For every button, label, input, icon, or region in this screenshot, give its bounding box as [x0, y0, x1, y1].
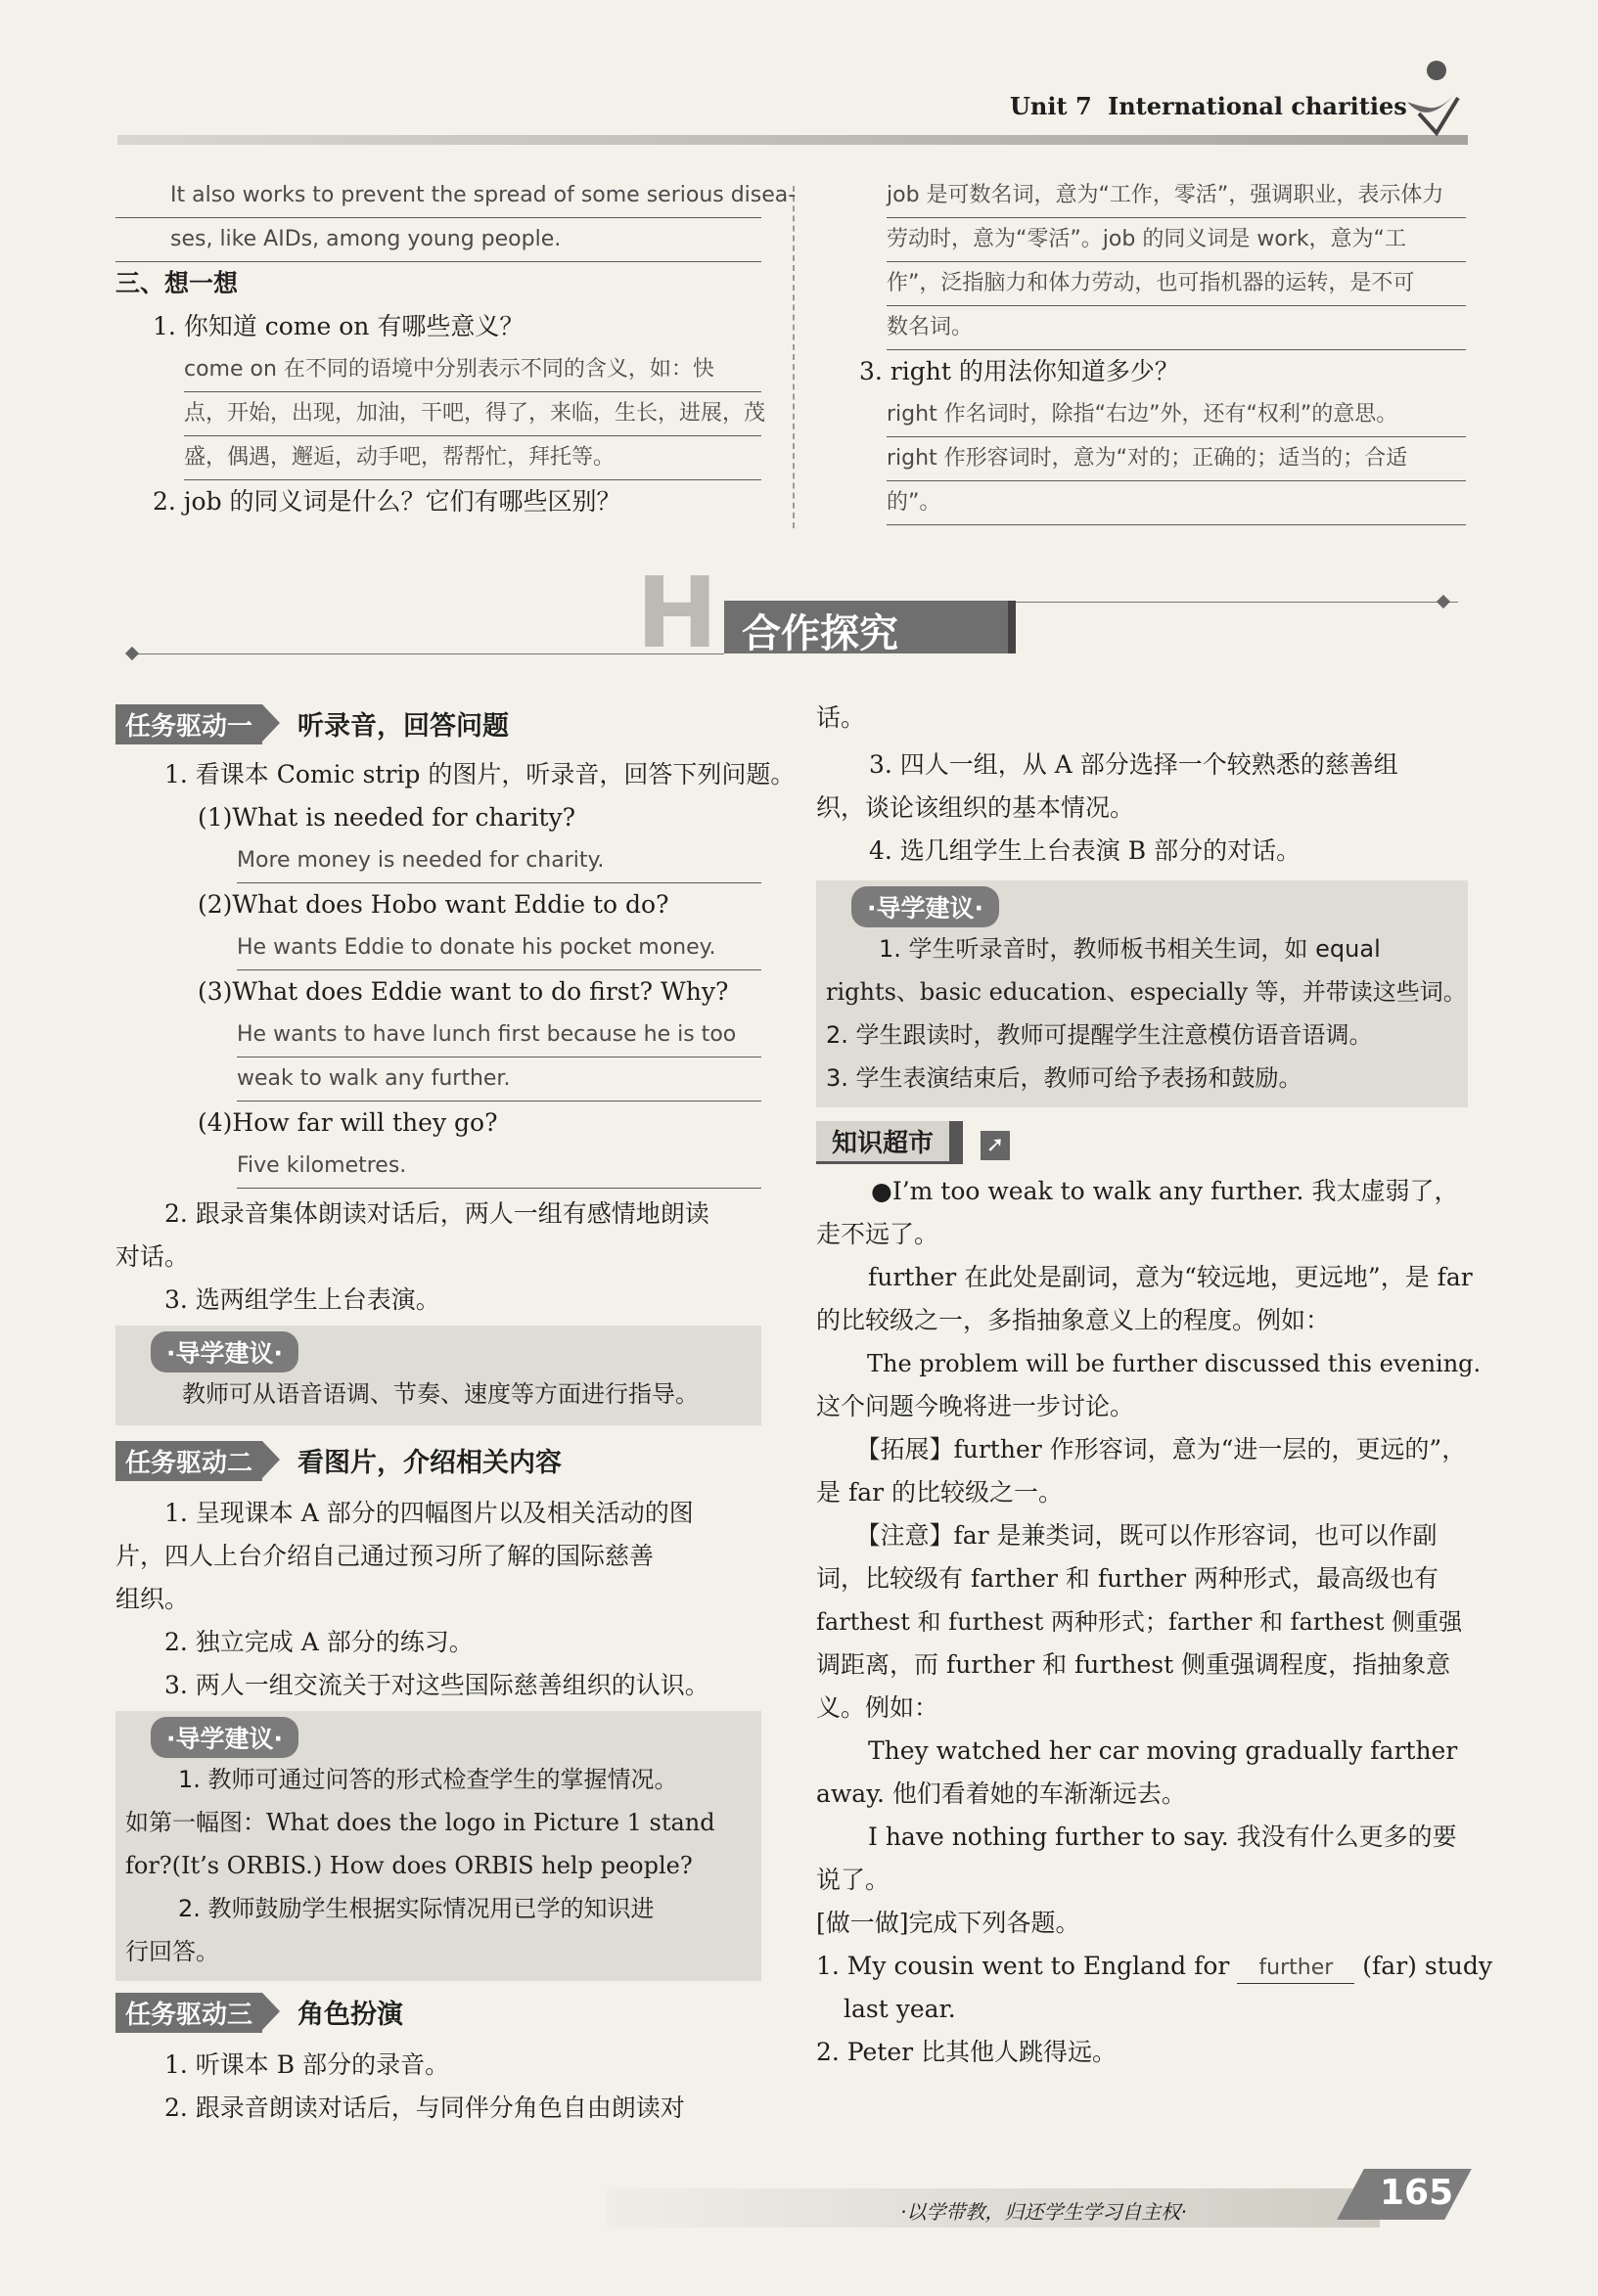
answer-1-line-1: come on 在不同的语境中分别表示不同的含义，如：快 [184, 348, 761, 392]
header-unit: Unit 7 [1010, 92, 1092, 120]
exercise-1-suffix: (far) study [1362, 1952, 1492, 1980]
knowledge-line-7: 【拓展】further 作形容词，意为“进一层的，更远的”， [844, 1435, 1467, 1463]
knowledge-line-17: 说了。 [816, 1866, 890, 1894]
carryover-line-2: ses, like AIDs, among young people. [115, 218, 761, 262]
knowledge-title: 知识超市 [816, 1121, 963, 1164]
knowledge-line-12: 调距离，而 further 和 furthest 侧重强调程度，指抽象意 [816, 1650, 1451, 1679]
task3-advice-box [816, 880, 1468, 1107]
task2-advice-line-2: 如第一幅图：What does the logo in Picture 1 stand [125, 1809, 715, 1836]
task2-step1-line-3: 组织。 [115, 1585, 190, 1613]
exercise-1-cont: last year. [844, 1995, 956, 2023]
logo-reader-icon [1399, 59, 1468, 137]
task3-step2-cont: 话。 [816, 703, 866, 732]
knowledge-line-11: farthest 和 furthest 两种形式；farther 和 farthest 侧重强 [816, 1608, 1463, 1636]
section-banner [127, 556, 1468, 670]
section-title-think: 三、想一想 [115, 269, 239, 297]
task3-step1: 1. 听课本 B 部分的录音。 [164, 2050, 450, 2079]
task1-a3-line-2: weak to walk any further. [237, 1058, 761, 1102]
arrow-icon: ➚ [981, 1131, 1010, 1160]
task2-step1-line-2: 片，四人上台介绍自己通过预习所了解的国际慈善 [115, 1542, 655, 1570]
task2-advice-line-4: 2. 教师鼓励学生根据实际情况用已学的知识进 [178, 1895, 655, 1922]
task2-advice-box [115, 1711, 761, 1981]
page-number: 165 [1380, 2173, 1454, 2213]
knowledge-line-5: The problem will be further discussed this evening. [844, 1350, 1482, 1377]
answer-2-line-1: job 是可数名词，意为“工作，零活”，强调职业，表示体力 [887, 174, 1466, 218]
answer-2-line-4: 数名词。 [887, 306, 1466, 350]
task2-advice-line-3: for?(It’s ORBIS.) How does ORBIS help people? [125, 1852, 693, 1879]
task2-tag: 任务驱动二 [115, 1441, 262, 1481]
task3-advice-line-4: 3. 学生表演结束后，教师可给予表扬和鼓励。 [826, 1064, 1302, 1092]
banner-dot-right-icon [1437, 595, 1450, 608]
column-divider-top [793, 186, 795, 528]
task1-advice-text: 教师可从语音语调、节奏、速度等方面进行指导。 [182, 1380, 699, 1408]
knowledge-line-8: 是 far 的比较级之一。 [816, 1478, 1064, 1507]
task3-step2: 2. 跟录音朗读对话后，与同伴分角色自由朗读对 [164, 2093, 685, 2122]
answer-3-line-2: right 作形容词时，意为“对的；正确的；适当的；合适 [887, 437, 1466, 481]
knowledge-line-1: ●I’m too weak to walk any further. 我太虚弱了， [871, 1177, 1459, 1205]
think-left [115, 174, 797, 523]
right-column [816, 697, 1492, 2074]
task1-step2-line-1: 2. 跟录音集体朗读对话后，两人一组有感情地朗读 [164, 1199, 709, 1228]
think-question-1: 1. 你知道 come on 有哪些意义？ [153, 312, 525, 340]
knowledge-line-16: I have nothing further to say. 我没有什么更多的要 [844, 1823, 1457, 1851]
task1-a2: He wants Eddie to donate his pocket money. [237, 926, 761, 970]
banner-line-right [1008, 602, 1458, 603]
task3-advice-line-2: rights、basic education、especially 等，并带读这些词。 [826, 978, 1467, 1006]
task1-step3: 3. 选两组学生上台表演。 [164, 1285, 440, 1314]
task2-title: 看图片，介绍相关内容 [297, 1448, 562, 1478]
answer-1-line-2: 点，开始，出现，加油，干吧，得了，来临，生长，进展，茂 [184, 392, 761, 436]
task3-header [115, 1993, 761, 2044]
carryover-line-1: It also works to prevent the spread of some serious disea- [115, 174, 761, 218]
task3-advice-line-3: 2. 学生跟读时，教师可提醒学生注意模仿语音语调。 [826, 1021, 1373, 1049]
page-footer [607, 2167, 1468, 2235]
task3-advice-label: ·导学建议· [851, 886, 999, 927]
task2-step1-line-1: 1. 呈现课本 A 部分的四幅图片以及相关活动的图 [164, 1499, 694, 1527]
knowledge-header [816, 1121, 1468, 1170]
banner-letter: H [636, 556, 718, 670]
task1-advice-box [115, 1326, 761, 1425]
knowledge-line-6: 这个问题今晚将进一步讨论。 [816, 1392, 1135, 1420]
task2-advice-label: ·导学建议· [151, 1717, 298, 1758]
footer-slogan: ·以学带教，归还学生学习自主权· [900, 2200, 1187, 2224]
knowledge-line-13: 义。例如： [816, 1693, 939, 1722]
think-question-3: 3. right 的用法你知道多少？ [859, 357, 1179, 385]
task1-title: 听录音，回答问题 [297, 711, 509, 742]
think-right [820, 174, 1466, 525]
banner-title: 合作探究 [742, 611, 898, 656]
task1-step2-line-2: 对话。 [115, 1242, 190, 1271]
answer-2-line-3: 作”，泛指脑力和体力劳动，也可指机器的运转，是不可 [887, 262, 1466, 306]
knowledge-line-4: 的比较级之一，多指抽象意义上的程度。例如： [816, 1306, 1331, 1334]
task2-advice-line-5: 行回答。 [125, 1938, 219, 1965]
header-title: International charities [1108, 92, 1407, 120]
task1-q2: (2)What does Hobo want Eddie to do? [198, 890, 669, 919]
task1-intro: 1. 看课本 Comic strip 的图片，听录音，回答下列问题。 [164, 760, 796, 788]
task2-step2: 2. 独立完成 A 部分的练习。 [164, 1628, 474, 1656]
left-column [115, 704, 796, 2130]
task1-q4: (4)How far will they go? [198, 1108, 498, 1137]
answer-2-line-2: 劳动时，意为“零活”。job 的同义词是 work，意为“工 [887, 218, 1466, 262]
task3-advice-line-1: 1. 学生听录音时，教师板书相关生词，如 equal [879, 935, 1381, 963]
exercise-1-prefix: 1. My cousin went to England for [816, 1952, 1230, 1980]
exercise-1-answer[interactable]: further [1237, 1954, 1354, 1984]
task1-a3-line-1: He wants to have lunch first because he is too [237, 1013, 761, 1058]
task1-advice-label: ·导学建议· [151, 1331, 298, 1373]
task2-header [115, 1441, 761, 1492]
task3-title: 角色扮演 [297, 2000, 403, 2030]
task3-step3-line-1: 3. 四人一组，从 A 部分选择一个较熟悉的慈善组 [869, 750, 1398, 779]
knowledge-line-18: [做一做]完成下列各题。 [816, 1909, 1080, 1937]
page-header [117, 88, 1468, 147]
answer-3-line-1: right 作名词时，除指“右边”外，还有“权利”的意思。 [887, 393, 1466, 437]
task1-header [115, 704, 761, 753]
knowledge-line-2: 走不远了。 [816, 1220, 939, 1248]
knowledge-line-9: 【注意】far 是兼类词，既可以作形容词，也可以作副 [844, 1521, 1438, 1550]
task1-a4: Five kilometres. [237, 1145, 761, 1189]
exercise-1 [816, 1945, 1492, 1988]
task2-advice-line-1: 1. 教师可通过问答的形式检查学生的掌握情况。 [178, 1766, 678, 1793]
knowledge-line-15: away. 他们看着她的车渐渐远去。 [816, 1779, 1186, 1808]
think-question-2: 2. job 的同义词是什么？它们有哪些区别？ [153, 487, 621, 516]
answer-1-line-3: 盛，偶遇，邂逅，动手吧，帮帮忙，拜托等。 [184, 436, 761, 480]
answer-3-line-3: 的”。 [887, 481, 1466, 525]
task1-q3: (3)What does Eddie want to do first? Why? [198, 977, 729, 1006]
banner-dot-left-icon [125, 647, 139, 660]
task3-step4: 4. 选几组学生上台表演 B 部分的对话。 [869, 836, 1301, 865]
exercise-2: 2. Peter 比其他人跳得远。 [816, 2038, 1118, 2066]
task2-step3: 3. 两人一组交流关于对这些国际慈善组织的认识。 [164, 1671, 709, 1699]
knowledge-line-10: 词，比较级有 farther 和 further 两种形式，最高级也有 [816, 1564, 1438, 1593]
task1-tag: 任务驱动一 [115, 704, 262, 744]
task1-a1: More money is needed for charity. [237, 839, 761, 883]
knowledge-line-14: They watched her car moving gradually farther [844, 1736, 1458, 1765]
header-rule [117, 135, 1468, 145]
task1-q1: (1)What is needed for charity? [198, 803, 576, 832]
task3-tag: 任务驱动三 [115, 1993, 262, 2033]
task3-step3-line-2: 织，谈论该组织的基本情况。 [816, 793, 1135, 822]
knowledge-line-3: further 在此处是副词，意为“较远地，更远地”，是 far [844, 1263, 1473, 1291]
